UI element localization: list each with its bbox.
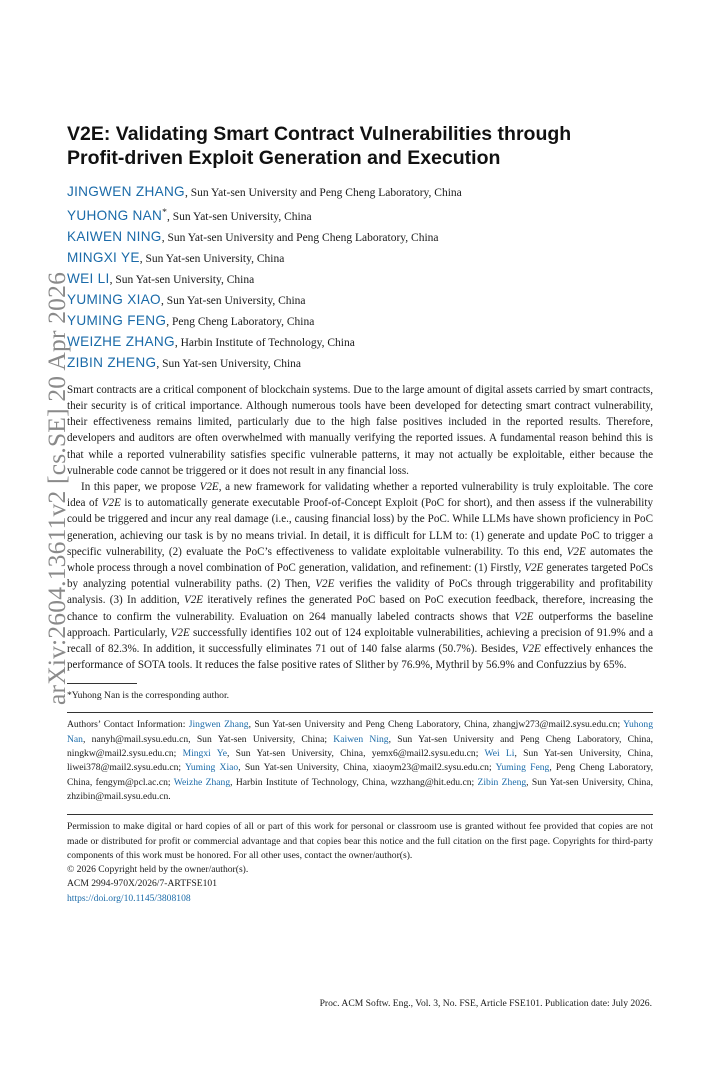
author-link[interactable]: Jingwen Zhang — [188, 719, 249, 731]
author-list — [67, 182, 653, 374]
contact-text: , Sun Yat-sen University, China, yemx6@mail2.sysu.edu.cn; — [226, 748, 485, 760]
author-name: YUMING FENG — [67, 312, 167, 328]
author-affiliation: , Sun Yat-sen University, China — [139, 252, 285, 265]
contact-information — [67, 712, 653, 804]
author-name: WEIZHE ZHANG — [67, 333, 175, 349]
abstract-text: iteratively refines the generated PoC based on PoC execution feedback, therefore, increasing the chance to confirm the vulnerability. Evaluation on 264 manually labeled contracts shows that — [67, 594, 653, 623]
acm-id-line: ACM 2994-970X/2026/7-ARTFSE101 — [67, 878, 218, 890]
author-name: YUMING XIAO — [67, 291, 161, 307]
author-name: WEI LI — [67, 270, 110, 286]
system-name: V2E — [101, 497, 121, 510]
contact-text: , nanyh@mail.sysu.edu.cn, Sun Yat-sen University, China; — [82, 733, 334, 745]
corresponding-mark: * — [162, 207, 167, 218]
abstract-text: generates targeted PoCs by analyzing potential vulnerability paths. (2) Then, — [67, 562, 653, 591]
system-name: V2E — [566, 545, 586, 558]
author-name: MINGXI YE — [67, 249, 140, 265]
abstract-text: automates the whole process through a novel combination of PoC generation, validation, and refinement: (1) Firstly, — [67, 545, 653, 575]
contact-text: , Sun Yat-sen University, China, zhzibin@mail.sysu.edu.cn. — [67, 776, 653, 802]
system-name: V2E — [524, 562, 544, 575]
author-link[interactable]: Weizhe Zhang — [173, 776, 231, 788]
page-footer: Proc. ACM Softw. Eng., Vol. 3, No. FSE, Article FSE101. Publication date: July 2026. — [319, 998, 652, 1009]
system-name: V2E — [183, 594, 204, 607]
author-line — [67, 290, 653, 311]
footnote-rule — [67, 683, 137, 684]
author-name: KAIWEN NING — [67, 228, 162, 244]
author-affiliation: , Sun Yat-sen University and Peng Cheng Laboratory, China — [184, 187, 462, 199]
doi-link[interactable]: https://doi.org/10.1145/3808108 — [67, 892, 191, 904]
abstract-text: is to automatically generate executable Proof-of-Concept Exploit (PoC for short), and then assess if the vulnerability could be triggered and incur any real damage (i.e., causing financial loss) by the PoC. While LLMs have shown proficiency in PoC generation, achieving our task is by no means trivial. In detail, it is difficult for LLM to: (1) generate and update PoC to trigger a specific vulnerability, (2) evaluate the PoC’s effectiveness to validate exploitable vulnerability. To this end, — [67, 497, 654, 558]
contact-text: , Harbin Institute of Technology, China, wzzhang@hit.edu.cn; — [230, 776, 478, 788]
author-line — [67, 248, 653, 269]
arxiv-stamp: arXiv:2604.13611v2 [cs.SE] 20 Apr 2026 — [42, 271, 71, 705]
permission-text: Permission to make digital or hard copies of all or part of this work for personal or classroom use is granted without fee provided that copies are not made or distributed for profit or commercial advantage and that copies bear this notice and the full citation on the first page. Copyrights for third-party components of this work must be honored. For all other uses, contact the owner/author(s). — [67, 821, 653, 861]
title-line-1: V2E: Validating Smart Contract Vulnerabilities through — [67, 123, 572, 145]
corresponding-author-footnote: *Yuhong Nan is the corresponding author. — [67, 690, 230, 702]
author-affiliation: , Sun Yat-sen University, China — [109, 273, 255, 286]
abstract — [67, 382, 653, 674]
contact-text: , Sun Yat-sen University, China, xiaoym23@mail2.sysu.edu.cn; — [238, 762, 496, 774]
paper-title — [67, 122, 653, 170]
system-name: V2E — [315, 578, 335, 591]
abstract-text: outperforms the baseline approach. Particularly, — [67, 610, 653, 639]
author-line — [67, 227, 653, 248]
abstract-text: successfully identifies 102 out of 124 exploitable vulnerabilities, achieving a precision of 91.9% and a recall of 82.3%. In addition, it successfully eliminates 71 out of 140 false alarms (50.7%). Besides, — [67, 626, 653, 656]
contact-text: , Sun Yat-sen University and Peng Cheng Laboratory, China, ningkw@mail2.sysu.edu.cn; — [67, 733, 653, 760]
author-affiliation: , Harbin Institute of Technology, China — [174, 336, 355, 349]
contact-text: , Sun Yat-sen University and Peng Cheng Laboratory, China, zhangjw273@mail2.sysu.edu.cn; — [248, 719, 624, 731]
abstract-text: In this paper, we propose — [81, 481, 200, 494]
author-link[interactable]: Kaiwen Ning — [333, 733, 389, 745]
author-name: ZIBIN ZHENG — [67, 354, 157, 370]
system-name: V2E — [199, 481, 219, 494]
title-line-2: Profit-driven Exploit Generation and Execution — [67, 147, 501, 169]
contact-text: , Sun Yat-sen University, China, liwei378@mail2.sysu.edu.cn; — [67, 748, 653, 774]
author-line — [67, 182, 653, 203]
abstract-text: verifies the validity of PoCs through triggerability and profitability analysis. (3) In addition, — [67, 578, 653, 607]
author-line — [67, 332, 653, 353]
author-line — [67, 353, 653, 374]
system-name: V2E — [514, 610, 534, 623]
abstract-paragraph-1: Smart contracts are a critical component of blockchain systems. Due to the large amount of digital assets carried by smart contracts, their security is of critical importance. Although numerous tools have been developed for detecting smart contract vulnerability, their effectiveness remains limited, particularly due to the high false positives included in the reported results. Therefore, developers and auditors are often overwhelmed with manually verifying the reported issues. A fundamental reason behind this is that while a reported vulnerability satisfies specific vulnerable patterns, it may not actually be exploitable, either because the vulnerable code cannot be triggered or it does not result in any financial loss. — [67, 383, 653, 477]
author-affiliation: , Sun Yat-sen University, China — [160, 294, 306, 307]
contact-text: Authors’ Contact Information: — [67, 719, 189, 731]
author-line — [67, 269, 653, 290]
author-affiliation: , Sun Yat-sen University and Peng Cheng Laboratory, China — [161, 231, 439, 244]
author-affiliation: , Sun Yat-sen University, China — [166, 210, 312, 223]
author-link[interactable]: Yuming Xiao — [184, 762, 239, 774]
author-affiliation: , Sun Yat-sen University, China — [156, 357, 302, 370]
author-name: YUHONG NAN — [67, 207, 163, 223]
author-link[interactable]: Zibin Zheng — [477, 776, 527, 788]
contact-text: , Peng Cheng Laboratory, China, fengym@pcl.ac.cn; — [67, 762, 654, 788]
permission-block — [67, 814, 653, 906]
author-line — [67, 311, 653, 332]
copyright-line: © 2026 Copyright held by the owner/author(s). — [67, 864, 249, 876]
author-link[interactable]: Mingxi Ye — [182, 748, 227, 760]
author-link[interactable]: Yuhong Nan — [67, 719, 653, 745]
abstract-text: effectively enhances the performance of SOTA tools. It reduces the false positive rates of Slither by 76.9%, Mythril by 56.9% and Confuzzius by 65%. — [67, 643, 653, 672]
author-link[interactable]: Yuming Feng — [495, 762, 550, 774]
author-name: JINGWEN ZHANG — [67, 184, 185, 199]
author-link[interactable]: Wei Li — [484, 748, 515, 760]
author-affiliation: , Peng Cheng Laboratory, China — [166, 315, 315, 328]
system-name: V2E — [170, 626, 190, 639]
abstract-paragraph-2 — [67, 479, 653, 673]
abstract-text: , a new framework for validating whether a reported vulnerability is truly exploitable. The core idea of — [67, 481, 653, 510]
system-name: V2E — [521, 643, 541, 656]
author-line — [67, 203, 653, 227]
content-column — [67, 122, 653, 906]
